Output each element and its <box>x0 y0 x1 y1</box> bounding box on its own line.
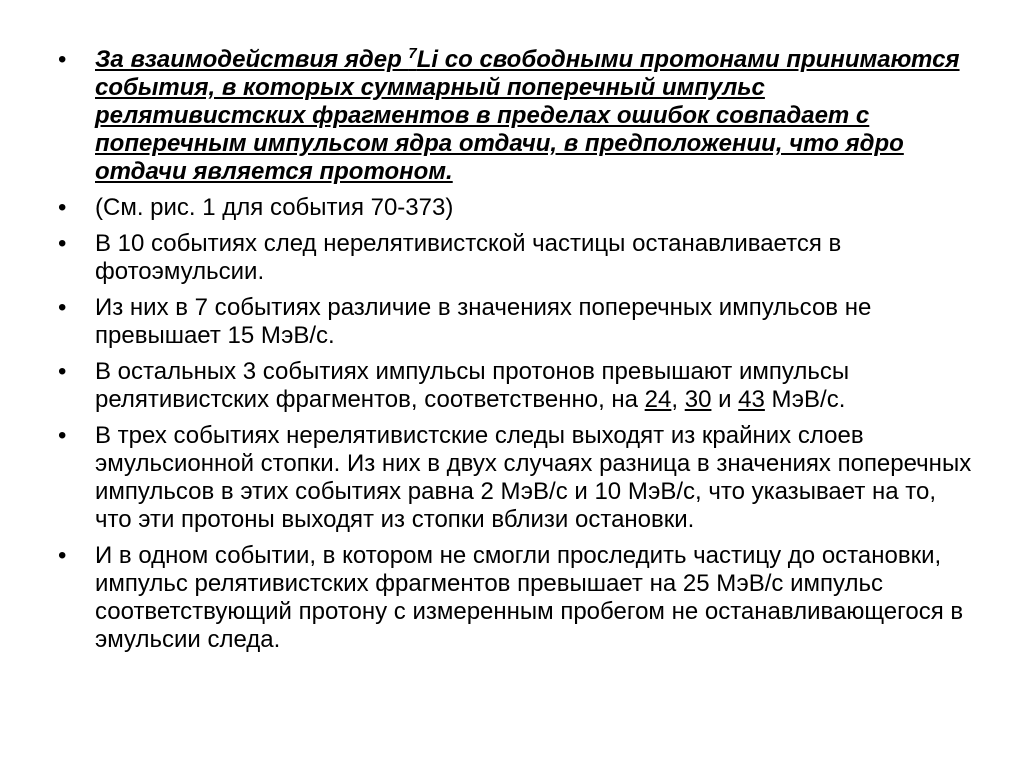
bullet-item-3 <box>58 230 978 286</box>
bullet-text-after: МэВ/с. <box>764 386 846 413</box>
bullet-marker: • <box>58 194 67 221</box>
bullet-item-7 <box>58 542 978 654</box>
bullet-item-4 <box>58 294 978 350</box>
bullet-marker: • <box>58 542 67 569</box>
bullet-item-2 <box>58 194 978 222</box>
bullet-marker: • <box>58 230 67 257</box>
bullet-text: В трех событиях нерелятивистские следы выходят из крайних слоев эмульсионной стопки. Из них в двух случаях разница в значениях поперечных импульсов в этих событиях равна 2 МэВ/с и 10 МэВ/с, что указывает на то, что эти протоны выходят из стопки вблизи остановки. <box>95 422 972 533</box>
bullet-text-before: В остальных 3 событиях импульсы протонов превышают импульсы релятивистских фрагментов, соответственно, на <box>95 358 850 413</box>
bullet-item-1 <box>58 46 978 186</box>
isotope-superscript: 7 <box>408 45 417 62</box>
bullet-item-5 <box>58 358 978 414</box>
bullet-marker: • <box>58 422 67 449</box>
bullet-text: В 10 событиях след нерелятивистской частицы останавливается в фотоэмульсии. <box>95 230 842 285</box>
lead-text: За взаимодействия ядер <box>95 46 409 73</box>
rest-text: Li со свободными протонами принимаются события, в которых суммарный поперечный импульс релятивистских фрагментов в пределах ошибок совпадает с поперечным импульсом ядра отдачи, в предположении, что ядро отдачи является протоном. <box>95 46 960 185</box>
separator: и <box>711 386 739 413</box>
value-link-43[interactable]: 43 <box>738 386 765 413</box>
bullet-text: И в одном событии, в котором не смогли проследить частицу до остановки, импульс релятивистских фрагментов превышает на 25 МэВ/с импульс соответствующий протону с измеренным пробегом не останавливающегося в эмульсии следа. <box>95 542 964 653</box>
separator: , <box>671 386 685 413</box>
bullet-marker: • <box>58 294 67 321</box>
bullet-marker: • <box>58 46 67 73</box>
bullet-text-emphasized <box>95 46 960 185</box>
bullet-marker: • <box>58 358 67 385</box>
bullet-text: Из них в 7 событиях различие в значениях поперечных импульсов не превышает 15 МэВ/с. <box>95 294 872 349</box>
bullet-list <box>58 46 978 662</box>
bullet-text: (См. рис. 1 для события 70-373) <box>95 194 454 221</box>
value-link-30[interactable]: 30 <box>684 386 712 413</box>
bullet-item-6 <box>58 422 978 534</box>
value-link-24[interactable]: 24 <box>644 386 672 413</box>
